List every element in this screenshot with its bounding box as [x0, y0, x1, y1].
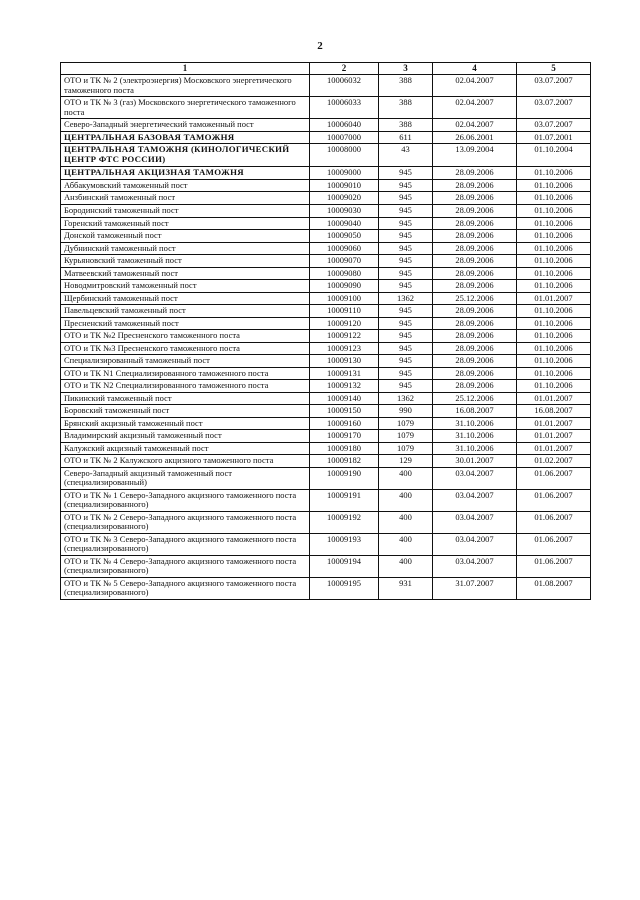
order-number-cell: 945: [379, 367, 433, 380]
order-number-cell: 945: [379, 267, 433, 280]
table-row: [61, 204, 591, 217]
table-row: [61, 131, 591, 144]
table-row: [61, 489, 591, 511]
order-date-cell: 28.09.2006: [433, 380, 517, 393]
table-row: [61, 392, 591, 405]
post-code-cell: 10009050: [310, 230, 379, 243]
table-row: [61, 533, 591, 555]
effective-date-cell: 01.10.2006: [517, 255, 591, 268]
post-name-cell: ЦЕНТРАЛЬНАЯ АКЦИЗНАЯ ТАМОЖНЯ: [61, 167, 310, 180]
effective-date-cell: 03.07.2007: [517, 97, 591, 119]
order-number-cell: 400: [379, 555, 433, 577]
post-code-cell: 10006032: [310, 75, 379, 97]
effective-date-cell: 01.10.2006: [517, 192, 591, 205]
post-name-cell: Донской таможенный пост: [61, 230, 310, 243]
order-date-cell: 28.09.2006: [433, 330, 517, 343]
order-date-cell: 28.09.2006: [433, 255, 517, 268]
effective-date-cell: 01.08.2007: [517, 577, 591, 599]
order-date-cell: 03.04.2007: [433, 533, 517, 555]
order-date-cell: 28.09.2006: [433, 367, 517, 380]
post-name-cell: Северо-Западный энергетический таможенный пост: [61, 119, 310, 132]
effective-date-cell: 01.02.2007: [517, 455, 591, 468]
post-code-cell: 10009132: [310, 380, 379, 393]
post-name-cell: Аббакумовский таможенный пост: [61, 179, 310, 192]
order-number-cell: 400: [379, 467, 433, 489]
post-code-cell: 10008000: [310, 144, 379, 167]
post-code-cell: 10009182: [310, 455, 379, 468]
table-header-row: [61, 63, 591, 75]
order-number-cell: 945: [379, 230, 433, 243]
order-date-cell: 28.09.2006: [433, 317, 517, 330]
order-number-cell: 945: [379, 167, 433, 180]
post-name-cell: Новодмитровский таможенный пост: [61, 280, 310, 293]
table-row: [61, 555, 591, 577]
order-date-cell: 28.09.2006: [433, 305, 517, 318]
post-code-cell: 10009140: [310, 392, 379, 405]
post-code-cell: 10009000: [310, 167, 379, 180]
post-name-cell: Бородинский таможенный пост: [61, 204, 310, 217]
table-row: [61, 217, 591, 230]
table-row: [61, 417, 591, 430]
post-name-cell: ОТО и ТК N1 Специализированного таможенного поста: [61, 367, 310, 380]
table-row: [61, 511, 591, 533]
order-number-cell: 931: [379, 577, 433, 599]
post-code-cell: 10009150: [310, 405, 379, 418]
order-number-cell: 990: [379, 405, 433, 418]
post-code-cell: 10009020: [310, 192, 379, 205]
order-number-cell: 945: [379, 179, 433, 192]
order-number-cell: 945: [379, 217, 433, 230]
order-number-cell: 611: [379, 131, 433, 144]
post-code-cell: 10009191: [310, 489, 379, 511]
order-date-cell: 16.08.2007: [433, 405, 517, 418]
order-number-cell: 400: [379, 489, 433, 511]
page-number: 2: [317, 40, 323, 52]
post-name-cell: ОТО и ТК № 2 (электроэнергия) Московского энергетического таможенного поста: [61, 75, 310, 97]
effective-date-cell: 01.10.2006: [517, 204, 591, 217]
post-name-cell: Анзбинский таможенный пост: [61, 192, 310, 205]
post-name-cell: Дубнинский таможенный пост: [61, 242, 310, 255]
order-number-cell: 1079: [379, 430, 433, 443]
post-code-cell: 10009010: [310, 179, 379, 192]
order-date-cell: 02.04.2007: [433, 119, 517, 132]
order-number-cell: 129: [379, 455, 433, 468]
order-number-cell: 945: [379, 380, 433, 393]
post-name-cell: Курьяновский таможенный пост: [61, 255, 310, 268]
post-name-cell: Специализированный таможенный пост: [61, 355, 310, 368]
post-name-cell: ОТО и ТК № 3 Северо-Западного акцизного таможенного поста (специализированного): [61, 533, 310, 555]
effective-date-cell: 01.06.2007: [517, 489, 591, 511]
post-code-cell: 10009030: [310, 204, 379, 217]
effective-date-cell: 01.10.2006: [517, 179, 591, 192]
order-number-cell: 945: [379, 330, 433, 343]
post-name-cell: Горенский таможенный пост: [61, 217, 310, 230]
post-name-cell: ОТО и ТК №2 Пресненского таможенного поста: [61, 330, 310, 343]
column-header-3: 3: [379, 63, 433, 75]
effective-date-cell: 01.07.2001: [517, 131, 591, 144]
order-number-cell: 388: [379, 97, 433, 119]
order-number-cell: 945: [379, 280, 433, 293]
post-name-cell: Матвеевский таможенный пост: [61, 267, 310, 280]
order-date-cell: 28.09.2006: [433, 242, 517, 255]
post-name-cell: Владимирский акцизный таможенный пост: [61, 430, 310, 443]
order-number-cell: 400: [379, 511, 433, 533]
post-name-cell: Павельцевский таможенный пост: [61, 305, 310, 318]
post-name-cell: Пикинский таможенный пост: [61, 392, 310, 405]
table-row: [61, 119, 591, 132]
table-row: [61, 442, 591, 455]
post-name-cell: ОТО и ТК №3 Пресненского таможенного поста: [61, 342, 310, 355]
column-header-2: 2: [310, 63, 379, 75]
order-date-cell: 30.01.2007: [433, 455, 517, 468]
table-row: [61, 97, 591, 119]
table-row: [61, 405, 591, 418]
effective-date-cell: 01.10.2006: [517, 305, 591, 318]
order-date-cell: 28.09.2006: [433, 342, 517, 355]
post-code-cell: 10009120: [310, 317, 379, 330]
post-code-cell: 10009122: [310, 330, 379, 343]
table-row: [61, 430, 591, 443]
effective-date-cell: 01.06.2007: [517, 511, 591, 533]
effective-date-cell: 01.06.2007: [517, 467, 591, 489]
table-row: [61, 380, 591, 393]
order-date-cell: 28.09.2006: [433, 230, 517, 243]
effective-date-cell: 01.10.2006: [517, 355, 591, 368]
order-date-cell: 31.10.2006: [433, 417, 517, 430]
order-number-cell: 388: [379, 119, 433, 132]
order-number-cell: 945: [379, 317, 433, 330]
order-date-cell: 31.07.2007: [433, 577, 517, 599]
order-date-cell: 02.04.2007: [433, 75, 517, 97]
order-number-cell: 945: [379, 204, 433, 217]
order-date-cell: 03.04.2007: [433, 489, 517, 511]
table-row: [61, 455, 591, 468]
post-name-cell: Калужский акцизный таможенный пост: [61, 442, 310, 455]
post-code-cell: 10009194: [310, 555, 379, 577]
order-date-cell: 25.12.2006: [433, 392, 517, 405]
table-row: [61, 75, 591, 97]
effective-date-cell: 01.10.2006: [517, 242, 591, 255]
effective-date-cell: 01.01.2007: [517, 430, 591, 443]
post-code-cell: 10009195: [310, 577, 379, 599]
order-number-cell: 945: [379, 305, 433, 318]
post-code-cell: 10009193: [310, 533, 379, 555]
table-row: [61, 292, 591, 305]
post-name-cell: ЦЕНТРАЛЬНАЯ ТАМОЖНЯ (КИНОЛОГИЧЕСКИЙ ЦЕНТР ФТС РОССИИ): [61, 144, 310, 167]
column-header-1: 1: [61, 63, 310, 75]
table-row: [61, 342, 591, 355]
post-code-cell: 10009180: [310, 442, 379, 455]
post-name-cell: ОТО и ТК № 2 Северо-Западного акцизного таможенного поста (специализированного): [61, 511, 310, 533]
order-date-cell: 31.10.2006: [433, 442, 517, 455]
post-name-cell: Боровский таможенный пост: [61, 405, 310, 418]
table-row: [61, 267, 591, 280]
effective-date-cell: 01.10.2004: [517, 144, 591, 167]
order-date-cell: 28.09.2006: [433, 179, 517, 192]
post-code-cell: 10009090: [310, 280, 379, 293]
effective-date-cell: 01.10.2006: [517, 317, 591, 330]
post-code-cell: 10009110: [310, 305, 379, 318]
customs-posts-table: [60, 62, 591, 600]
post-name-cell: ОТО и ТК № 2 Калужского акцизного таможенного поста: [61, 455, 310, 468]
order-number-cell: 1079: [379, 442, 433, 455]
effective-date-cell: 01.10.2006: [517, 280, 591, 293]
order-date-cell: 31.10.2006: [433, 430, 517, 443]
effective-date-cell: 01.10.2006: [517, 367, 591, 380]
effective-date-cell: 01.10.2006: [517, 167, 591, 180]
post-code-cell: 10009190: [310, 467, 379, 489]
table-row: [61, 367, 591, 380]
effective-date-cell: 03.07.2007: [517, 75, 591, 97]
post-code-cell: 10009130: [310, 355, 379, 368]
effective-date-cell: 01.01.2007: [517, 392, 591, 405]
effective-date-cell: 01.10.2006: [517, 380, 591, 393]
table-body: [61, 75, 591, 600]
order-number-cell: 945: [379, 342, 433, 355]
order-date-cell: 28.09.2006: [433, 355, 517, 368]
order-number-cell: 945: [379, 242, 433, 255]
order-number-cell: 43: [379, 144, 433, 167]
table-row: [61, 280, 591, 293]
post-name-cell: ОТО и ТК № 5 Северо-Западного акцизного таможенного поста (специализированного): [61, 577, 310, 599]
order-date-cell: 28.09.2006: [433, 280, 517, 293]
effective-date-cell: 01.10.2006: [517, 330, 591, 343]
post-code-cell: 10007000: [310, 131, 379, 144]
post-name-cell: Щербинский таможенный пост: [61, 292, 310, 305]
effective-date-cell: 01.06.2007: [517, 555, 591, 577]
table-row: [61, 179, 591, 192]
post-code-cell: 10009170: [310, 430, 379, 443]
order-number-cell: 945: [379, 355, 433, 368]
order-date-cell: 25.12.2006: [433, 292, 517, 305]
order-date-cell: 02.04.2007: [433, 97, 517, 119]
order-number-cell: 1362: [379, 292, 433, 305]
table-row: [61, 230, 591, 243]
order-date-cell: 28.09.2006: [433, 217, 517, 230]
table-row: [61, 467, 591, 489]
effective-date-cell: 01.01.2007: [517, 417, 591, 430]
effective-date-cell: 01.10.2006: [517, 217, 591, 230]
post-code-cell: 10009100: [310, 292, 379, 305]
table-row: [61, 317, 591, 330]
table-row: [61, 305, 591, 318]
order-number-cell: 1079: [379, 417, 433, 430]
post-code-cell: 10009080: [310, 267, 379, 280]
post-code-cell: 10009040: [310, 217, 379, 230]
order-date-cell: 26.06.2001: [433, 131, 517, 144]
post-code-cell: 10009060: [310, 242, 379, 255]
post-name-cell: Северо-Западный акцизный таможенный пост (специализированный): [61, 467, 310, 489]
order-number-cell: 945: [379, 192, 433, 205]
table-row: [61, 144, 591, 167]
effective-date-cell: 01.10.2006: [517, 342, 591, 355]
order-date-cell: 03.04.2007: [433, 467, 517, 489]
order-number-cell: 400: [379, 533, 433, 555]
effective-date-cell: 01.10.2006: [517, 267, 591, 280]
order-date-cell: 13.09.2004: [433, 144, 517, 167]
post-name-cell: ОТО и ТК № 3 (газ) Московского энергетического таможенного поста: [61, 97, 310, 119]
order-number-cell: 388: [379, 75, 433, 97]
effective-date-cell: 01.01.2007: [517, 292, 591, 305]
post-name-cell: ОТО и ТК № 4 Северо-Западного акцизного таможенного поста (специализированного): [61, 555, 310, 577]
order-date-cell: 28.09.2006: [433, 204, 517, 217]
post-name-cell: ОТО и ТК № 1 Северо-Западного акцизного таможенного поста (специализированного): [61, 489, 310, 511]
post-code-cell: 10006040: [310, 119, 379, 132]
post-name-cell: Брянский акцизный таможенный пост: [61, 417, 310, 430]
table-row: [61, 167, 591, 180]
order-number-cell: 945: [379, 255, 433, 268]
order-date-cell: 28.09.2006: [433, 167, 517, 180]
effective-date-cell: 16.08.2007: [517, 405, 591, 418]
post-code-cell: 10009131: [310, 367, 379, 380]
order-date-cell: 03.04.2007: [433, 555, 517, 577]
post-code-cell: 10009070: [310, 255, 379, 268]
effective-date-cell: 01.01.2007: [517, 442, 591, 455]
table-row: [61, 330, 591, 343]
table-row: [61, 355, 591, 368]
table-row: [61, 255, 591, 268]
post-name-cell: ОТО и ТК N2 Специализированного таможенного поста: [61, 380, 310, 393]
table-row: [61, 192, 591, 205]
column-header-4: 4: [433, 63, 517, 75]
post-name-cell: Пресненский таможенный пост: [61, 317, 310, 330]
order-date-cell: 28.09.2006: [433, 267, 517, 280]
table-row: [61, 242, 591, 255]
post-code-cell: 10009192: [310, 511, 379, 533]
effective-date-cell: 03.07.2007: [517, 119, 591, 132]
order-number-cell: 1362: [379, 392, 433, 405]
order-date-cell: 28.09.2006: [433, 192, 517, 205]
table-row: [61, 577, 591, 599]
order-date-cell: 03.04.2007: [433, 511, 517, 533]
effective-date-cell: 01.06.2007: [517, 533, 591, 555]
column-header-5: 5: [517, 63, 591, 75]
post-code-cell: 10009160: [310, 417, 379, 430]
post-code-cell: 10006033: [310, 97, 379, 119]
effective-date-cell: 01.10.2006: [517, 230, 591, 243]
post-name-cell: ЦЕНТРАЛЬНАЯ БАЗОВАЯ ТАМОЖНЯ: [61, 131, 310, 144]
post-code-cell: 10009123: [310, 342, 379, 355]
